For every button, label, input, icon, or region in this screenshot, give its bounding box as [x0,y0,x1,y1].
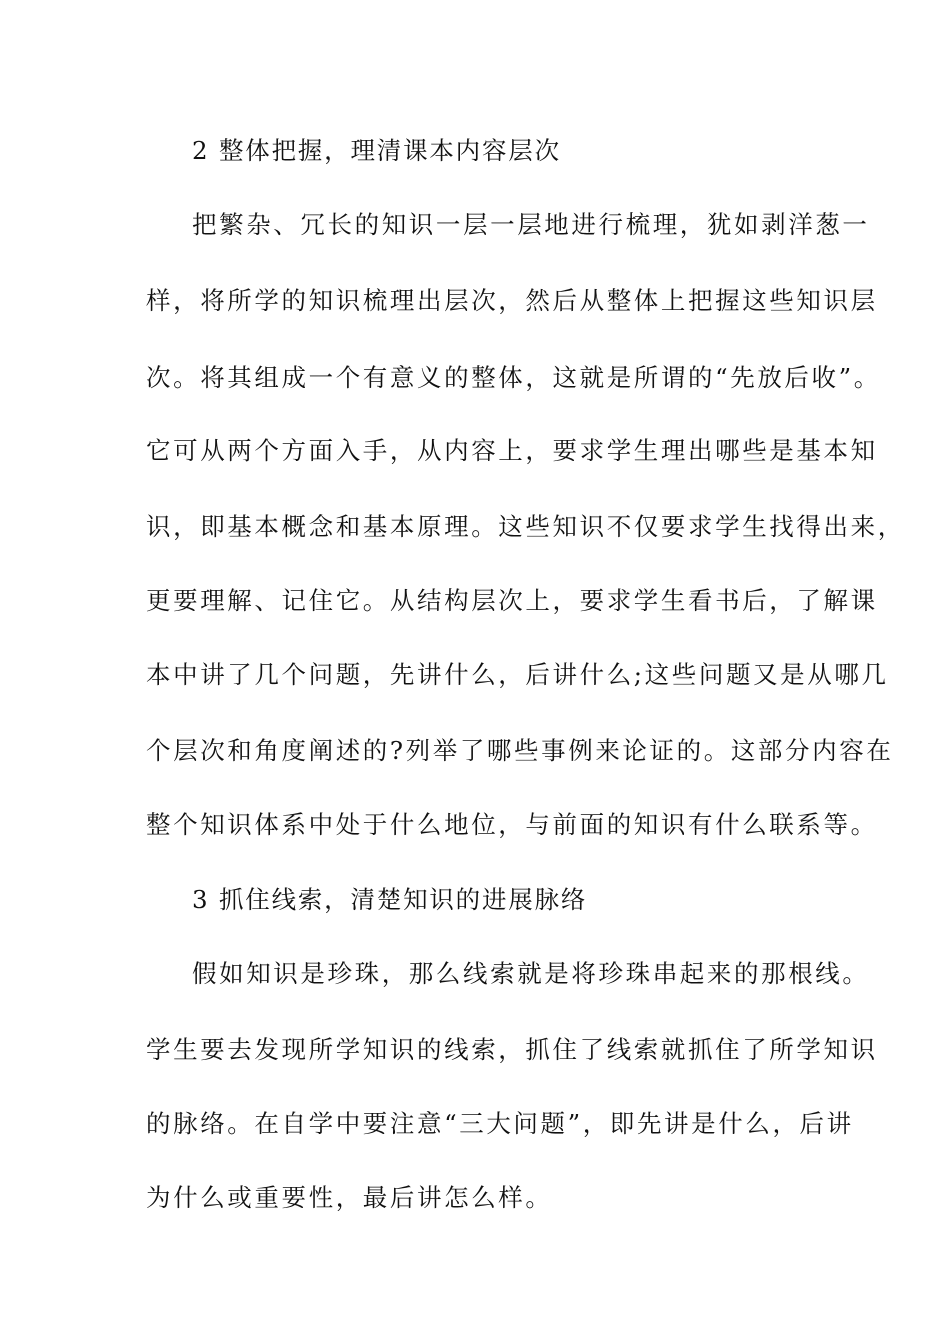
section-heading-3: 3 抓住线索，清楚知识的进展脉络 [192,885,588,914]
paragraph-line: 把繁杂、冗长的知识一层一层地进行梳理，犹如剥洋葱一 [192,210,870,239]
paragraph-line: 它可从两个方面入手，从内容上，要求学生理出哪些是基本知 [146,436,878,465]
section-heading-2: 2 整体把握，理清课本内容层次 [192,136,561,165]
paragraph-line: 次。将其组成一个有意义的整体，这就是所谓的“先放后收”。 [146,363,881,392]
paragraph-line: 个层次和角度阐述的?列举了哪些事例来论证的。这部分内容在 [146,736,894,765]
paragraph-line: 更要理解、记住它。从结构层次上，要求学生看书后，了解课 [146,586,878,615]
paragraph-line: 识，即基本概念和基本原理。这些知识不仅要求学生找得出来， [146,512,905,541]
paragraph-line: 为什么或重要性，最后讲怎么样。 [146,1183,553,1212]
paragraph-line: 本中讲了几个问题，先讲什么，后讲什么;这些问题又是从哪几 [146,660,889,689]
paragraph-line: 假如知识是珍珠，那么线索就是将珍珠串起来的那根线。 [192,959,870,988]
paragraph-line: 整个知识体系中处于什么地位，与前面的知识有什么联系等。 [146,810,878,839]
paragraph-line: 学生要去发现所学知识的线索，抓住了线索就抓住了所学知识 [146,1035,878,1064]
paragraph-line: 样，将所学的知识梳理出层次，然后从整体上把握这些知识层 [146,286,878,315]
paragraph-line: 的脉络。在自学中要注意“三大问题”，即先讲是什么，后讲 [146,1109,854,1138]
